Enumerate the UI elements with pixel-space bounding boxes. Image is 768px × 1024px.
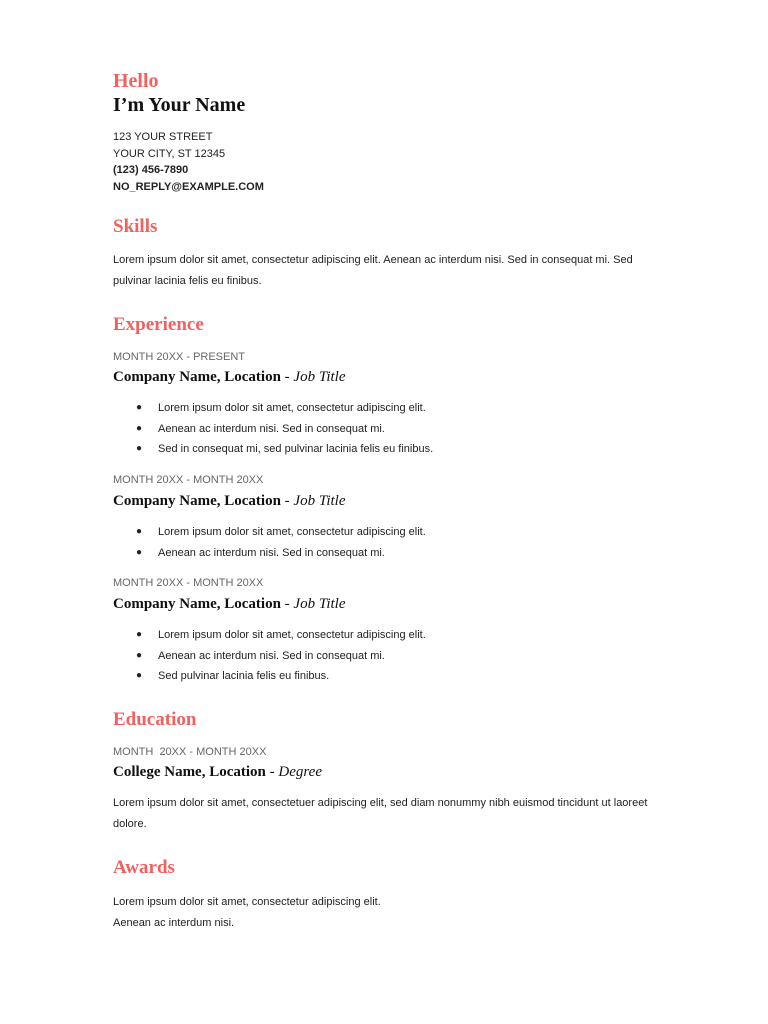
city-state-zip: YOUR CITY, ST 12345 [113,147,226,160]
job-date: MONTH 20XX - PRESENT [113,351,246,363]
role-separator: - [280,369,294,385]
bullet-icon: ● [136,670,143,681]
job-bullets [113,522,426,563]
bullet-text: Aenean ac interdum nisi. Sed in consequat mi. [158,422,385,435]
skills-text: Lorem ipsum dolor sit amet, consectetur adipiscing elit. Aenean ac interdum nisi. Sed in consequat mi. Sed pulvinar lacinia felis eu finibus. [113,254,633,287]
list-item [113,543,426,564]
bullet-text: Aenean ac interdum nisi. Sed in consequat mi. [158,546,385,559]
job-bullets [113,625,426,687]
email-address: NO_REPLY@EXAMPLE.COM [113,180,264,193]
phone-number: (123) 456-7890 [113,164,189,176]
list-item [113,522,426,543]
college-name: College Name, Location [113,764,266,780]
role-separator: - [265,764,279,780]
greeting: Hello [113,70,159,92]
list-item [113,646,426,667]
job-role [113,369,346,386]
bullet-icon: ● [136,422,143,434]
list-item [113,439,433,460]
skills-heading: Skills [113,216,158,237]
company-name: Company Name, Location [113,493,281,509]
job-role [113,596,346,613]
contact-block [113,129,264,195]
list-item [113,419,433,440]
job-title: Job Title [293,596,346,612]
role-separator: - [280,596,294,612]
job-title: Job Title [293,369,346,385]
education-date: MONTH 20XX - MONTH 20XX [113,746,267,758]
job-bullets [113,398,433,460]
bullet-text: Sed in consequat mi, sed pulvinar lacinia felis eu finibus. [158,443,434,455]
list-item [113,625,426,646]
street-address: 123 YOUR STREET [113,131,213,143]
education-heading: Education [113,709,197,730]
bullet-icon: ● [136,629,143,640]
bullet-text: Lorem ipsum dolor sit amet, consectetur adipiscing elit. [158,526,426,538]
list-item [113,666,426,687]
job-title: Job Title [293,493,346,509]
bullet-icon: ● [136,526,143,537]
awards-text [113,892,668,933]
company-name: Company Name, Location [113,369,281,385]
company-name: Company Name, Location [113,596,281,612]
bullet-text: Sed pulvinar lacinia felis eu finibus. [158,670,330,682]
job-date: MONTH 20XX - MONTH 20XX [113,474,264,486]
bullet-text: Lorem ipsum dolor sit amet, consectetur adipiscing elit. [158,629,426,641]
bullet-icon: ● [136,443,143,454]
bullet-text: Aenean ac interdum nisi. Sed in consequat mi. [158,649,385,662]
bullet-icon: ● [136,649,143,661]
bullet-icon: ● [136,546,143,558]
education-role [113,764,322,781]
awards-heading: Awards [113,857,175,878]
job-date: MONTH 20XX - MONTH 20XX [113,577,264,589]
awards-line: Lorem ipsum dolor sit amet, consectetur adipiscing elit. [113,896,381,908]
full-name: I’m Your Name [113,94,246,116]
list-item [113,398,433,419]
education-text: Lorem ipsum dolor sit amet, consectetuer adipiscing elit, sed diam nonummy nibh euismod tincidunt ut laoreet dolore. [113,797,648,830]
degree: Degree [278,764,322,780]
bullet-text: Lorem ipsum dolor sit amet, consectetur adipiscing elit. [158,402,426,414]
job-role [113,493,346,510]
awards-line: Aenean ac interdum nisi. [113,916,235,929]
experience-heading: Experience [113,314,204,335]
role-separator: - [280,493,294,509]
bullet-icon: ● [136,402,143,413]
